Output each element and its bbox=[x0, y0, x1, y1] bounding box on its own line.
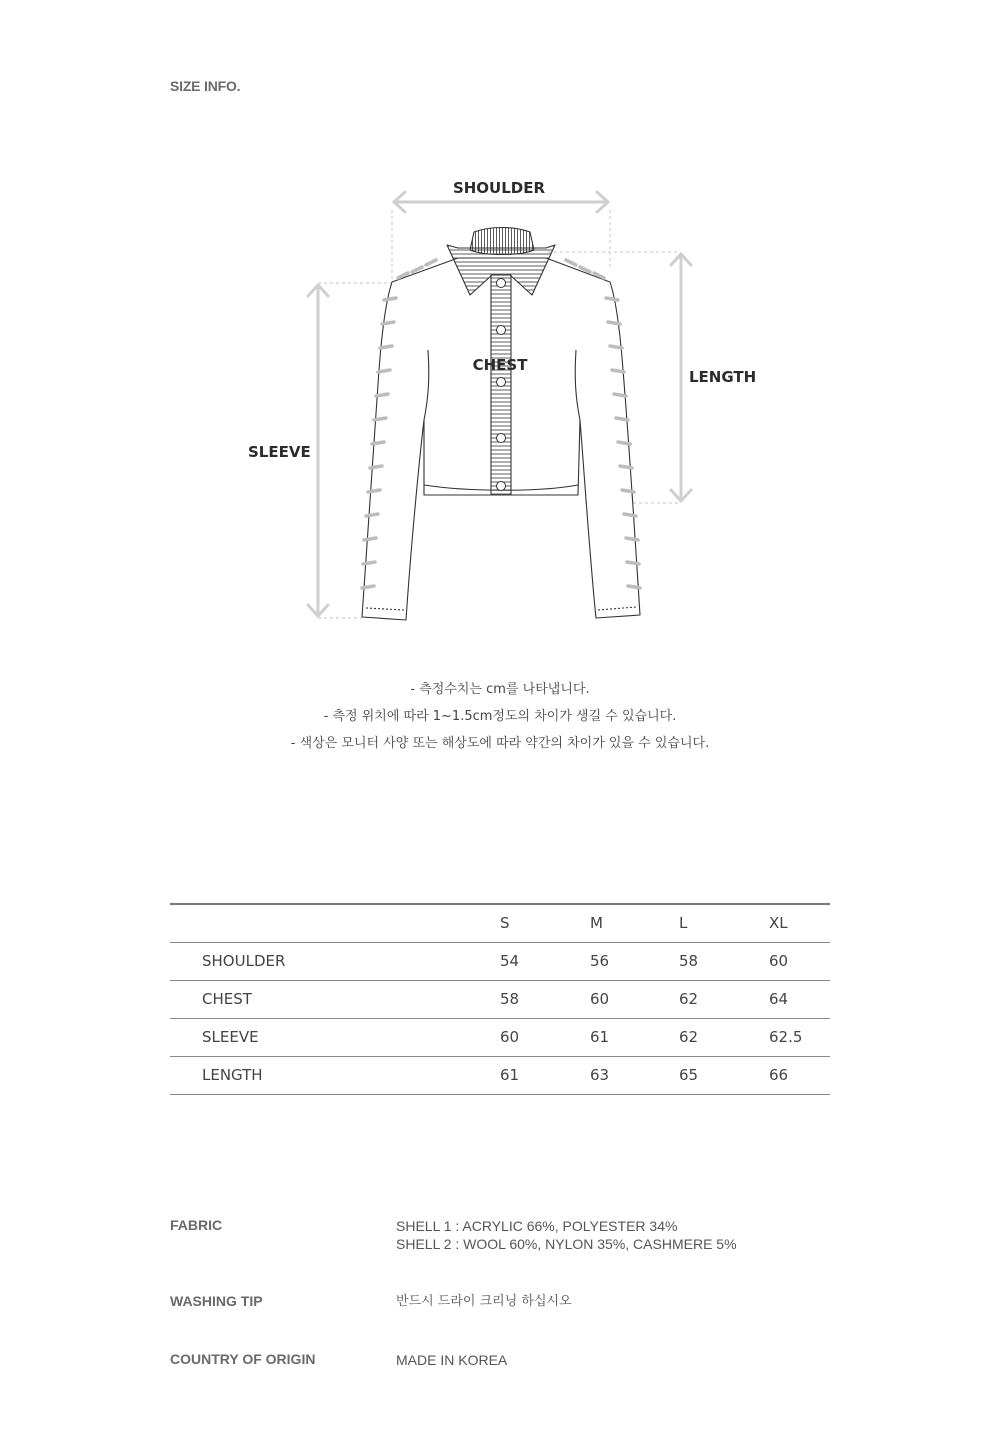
table-cell: 54 bbox=[500, 952, 520, 970]
table-cell: 58 bbox=[500, 990, 520, 1008]
washing-label: WASHING TIP bbox=[170, 1293, 263, 1309]
table-cell: 60 bbox=[590, 990, 610, 1008]
table-cell: 61 bbox=[500, 1066, 520, 1084]
note-line: - 색상은 모니터 사양 또는 해상도에 따라 약간의 차이가 있을 수 있습니다. bbox=[290, 736, 710, 751]
table-cell: 60 bbox=[500, 1028, 520, 1046]
table-cell: 62 bbox=[679, 1028, 699, 1046]
table-header-row bbox=[170, 904, 830, 942]
size-table bbox=[170, 903, 830, 1095]
table-row bbox=[170, 942, 830, 980]
washing-value: 반드시 드라이 크리닝 하십시오 bbox=[396, 1294, 572, 1309]
header-cell-l: L bbox=[679, 914, 688, 933]
table-row bbox=[170, 980, 830, 1018]
row-label: SLEEVE bbox=[202, 1028, 259, 1046]
chest-label: CHEST bbox=[472, 356, 528, 374]
header-cell-s: S bbox=[500, 914, 510, 933]
header-cell-xl: XL bbox=[769, 914, 788, 933]
row-label: LENGTH bbox=[202, 1066, 263, 1084]
table-cell: 65 bbox=[679, 1066, 699, 1084]
note-line: - 측정 위치에 따라 1~1.5cm정도의 차이가 생길 수 있습니다. bbox=[323, 709, 677, 724]
origin-value: MADE IN KOREA bbox=[396, 1352, 508, 1368]
fabric-value bbox=[396, 1217, 737, 1253]
table-cell: 58 bbox=[679, 952, 699, 970]
table-cell: 62 bbox=[679, 990, 699, 1008]
origin-label: COUNTRY OF ORIGIN bbox=[170, 1351, 316, 1367]
header-cell-empty bbox=[170, 904, 500, 942]
table-cell: 60 bbox=[769, 952, 789, 970]
table-cell: 63 bbox=[590, 1066, 610, 1084]
garment-measurement-diagram bbox=[0, 150, 1000, 650]
length-label: LENGTH bbox=[689, 368, 757, 386]
table-cell: 64 bbox=[769, 990, 789, 1008]
fabric-line: SHELL 1 : ACRYLIC 66%, POLYESTER 34% bbox=[396, 1218, 678, 1234]
fabric-line: SHELL 2 : WOOL 60%, NYLON 35%, CASHMERE 5% bbox=[396, 1236, 737, 1252]
header-cell-m: M bbox=[590, 914, 603, 933]
fabric-label: FABRIC bbox=[170, 1217, 223, 1233]
table-cell: 62.5 bbox=[769, 1028, 803, 1046]
shoulder-label: SHOULDER bbox=[452, 179, 546, 197]
row-label: SHOULDER bbox=[202, 952, 286, 970]
table-cell: 61 bbox=[590, 1028, 610, 1046]
size-info-title: SIZE INFO. bbox=[170, 78, 241, 94]
note-line: - 측정수치는 cm를 나타냅니다. bbox=[410, 682, 590, 697]
table-cell: 56 bbox=[590, 952, 610, 970]
table-row bbox=[170, 1056, 830, 1094]
table-row bbox=[170, 1018, 830, 1056]
table-cell: 66 bbox=[769, 1066, 789, 1084]
row-label: CHEST bbox=[202, 990, 252, 1008]
sleeve-label: SLEEVE bbox=[248, 443, 311, 461]
measurement-notes bbox=[0, 680, 1000, 761]
